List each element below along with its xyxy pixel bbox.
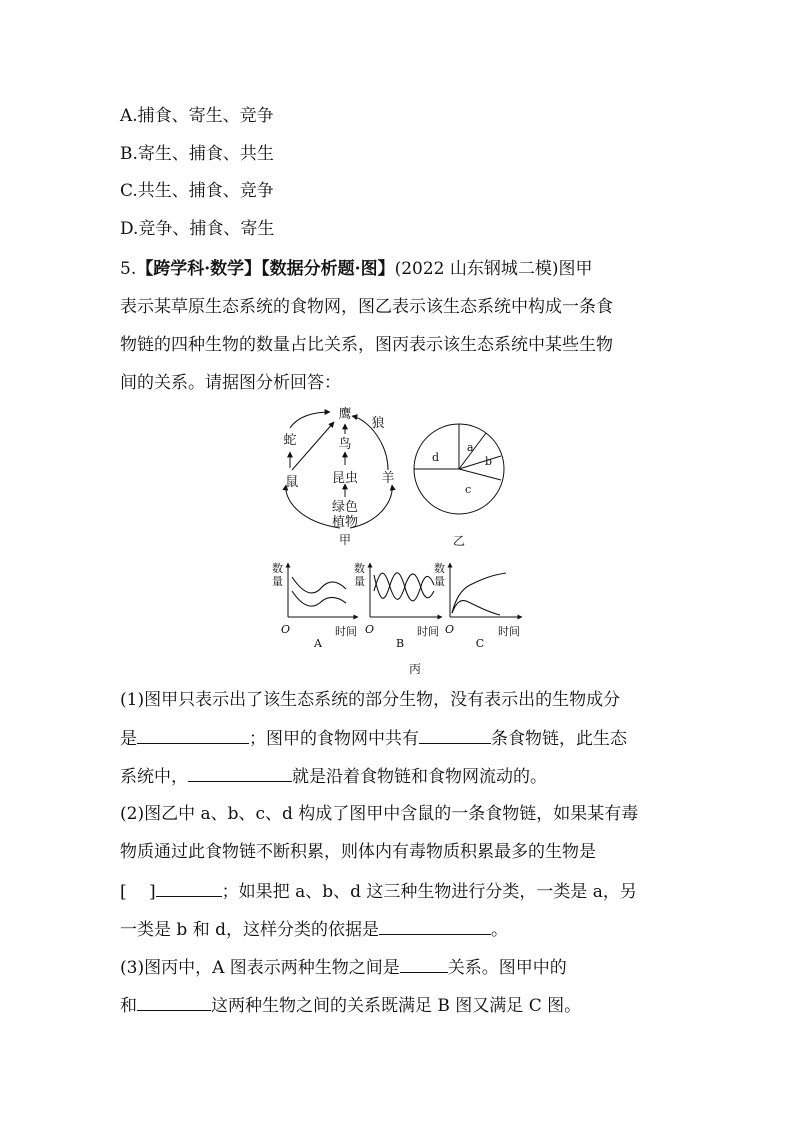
caption-jia: 甲	[338, 533, 352, 547]
label-mouse: 鼠	[285, 475, 299, 490]
pie-label-b: b	[485, 455, 493, 468]
question-stem-line: 表示某草原生态系统的食物网，图乙表示该生态系统中构成一条食	[120, 297, 613, 317]
y-label: 数	[272, 562, 283, 575]
sub1-line1: (1)图甲只表示出了该生态系统的部分生物，没有表示出的生物成分	[120, 690, 621, 710]
question-number: 5.	[120, 259, 137, 279]
caption-bing: 丙	[408, 662, 422, 676]
sub1-text: 系统中，	[120, 767, 188, 787]
sub1-text: ；图甲的食物网中共有	[249, 729, 419, 749]
sub1-text: 就是沿着食物链和食物网流动的。	[292, 767, 547, 787]
label-eagle: 鹰	[338, 407, 352, 422]
origin-label: O	[281, 623, 291, 636]
question-stem-start: 图甲	[558, 259, 593, 279]
sub3-text: 和	[120, 996, 137, 1016]
origin-label: O	[445, 623, 455, 636]
caption-yi: 乙	[452, 534, 466, 548]
label-sheep: 羊	[381, 471, 395, 486]
x-label: 时间	[417, 625, 439, 638]
curve-a-upper	[292, 577, 346, 593]
sub3-text: (3)图丙中，A 图表示两种生物之间是	[120, 958, 400, 978]
label-bird: 鸟	[338, 437, 352, 452]
sub2-line1: (2)图乙中 a、b、c、d 构成了图甲中含鼠的一条食物链，如果某有毒	[120, 804, 639, 824]
arrow-mouse-to-eagle	[292, 422, 334, 470]
option-c: C.共生、捕食、竞争	[120, 181, 274, 201]
sub2-line3	[120, 880, 637, 903]
sub3-text: 这两种生物之间的关系既满足 B 图又满足 C 图。	[211, 996, 582, 1016]
sub2-text: 一类是 b 和 d，这样分类的依据是	[120, 920, 379, 940]
answer-blank[interactable]	[419, 727, 491, 744]
question-stem-line: 间的关系。请据图分析回答：	[120, 373, 341, 393]
answer-blank[interactable]	[137, 994, 211, 1011]
y-label: 数	[434, 562, 445, 575]
label-wolf: 狼	[371, 416, 385, 431]
y-label: 量	[354, 575, 365, 588]
option-b: B.寄生、捕食、共生	[120, 144, 274, 164]
bracket-blank[interactable]: [ ]	[120, 882, 156, 902]
pie-label-d: d	[432, 451, 440, 464]
question-stem-line: 物链的四种生物的数量占比关系，图丙表示该生态系统中某些生物	[120, 335, 613, 355]
x-label: 时间	[498, 625, 520, 638]
question-5-heading	[120, 258, 593, 280]
pie-divider	[459, 456, 501, 469]
arrow-snake-to-eagle	[290, 412, 330, 428]
label-insect: 昆虫	[331, 471, 359, 486]
sub3-line1	[120, 956, 567, 979]
pie-label-c: c	[465, 483, 472, 496]
option-d: D.竞争、捕食、寄生	[120, 219, 275, 239]
graph-panel-c	[434, 561, 522, 650]
sub3-text: 关系。图甲中的	[447, 958, 567, 978]
answer-blank[interactable]	[156, 880, 222, 897]
pie-figure	[410, 420, 510, 550]
label-plant-line2: 植物	[331, 515, 359, 530]
panel-label-c: C	[475, 637, 485, 650]
answer-blank[interactable]	[400, 956, 448, 973]
sub1-text: 条食物链，此生态	[491, 729, 627, 749]
origin-label: O	[365, 623, 375, 636]
answer-blank[interactable]	[137, 727, 249, 744]
sub2-text: ；如果把 a、b、d 这三种生物进行分类，一类是 a，另	[221, 882, 637, 902]
answer-blank[interactable]	[188, 765, 292, 782]
sub1-line2	[120, 727, 627, 750]
panel-label-b: B	[395, 637, 405, 650]
answer-blank[interactable]	[379, 918, 491, 935]
sub2-line4	[120, 918, 508, 941]
question-source: (2022 山东钢城二模)	[394, 259, 559, 279]
sub1-text: 是	[120, 729, 137, 749]
pie-label-a: a	[467, 441, 474, 454]
tag-interdisciplinary: 【跨学科·数学】	[136, 259, 262, 279]
curve-graphs-figure	[270, 555, 530, 680]
sub1-line3	[120, 765, 547, 788]
y-label: 量	[434, 575, 445, 588]
y-label: 数	[354, 562, 365, 575]
tag-data-analysis: 【数据分析题·图】	[261, 259, 395, 279]
panel-label-a: A	[314, 637, 322, 650]
sub3-line2	[120, 994, 581, 1017]
sub2-line2: 物质通过此食物链不断积累，则体内有毒物质积累最多的生物是	[120, 842, 596, 862]
sub2-text: 。	[490, 920, 508, 940]
label-plant-line1: 绿色	[331, 500, 359, 515]
option-a: A.捕食、寄生、竞争	[120, 106, 274, 126]
graph-panel-b	[354, 561, 442, 650]
x-label: 时间	[335, 625, 357, 638]
y-label: 量	[272, 575, 283, 588]
curve-a-lower	[292, 591, 346, 606]
curve-c-loser	[452, 601, 500, 616]
graph-panel-a	[272, 561, 358, 650]
pie-divider	[459, 469, 501, 480]
food-web-figure	[270, 400, 420, 550]
label-snake: 蛇	[283, 433, 297, 448]
